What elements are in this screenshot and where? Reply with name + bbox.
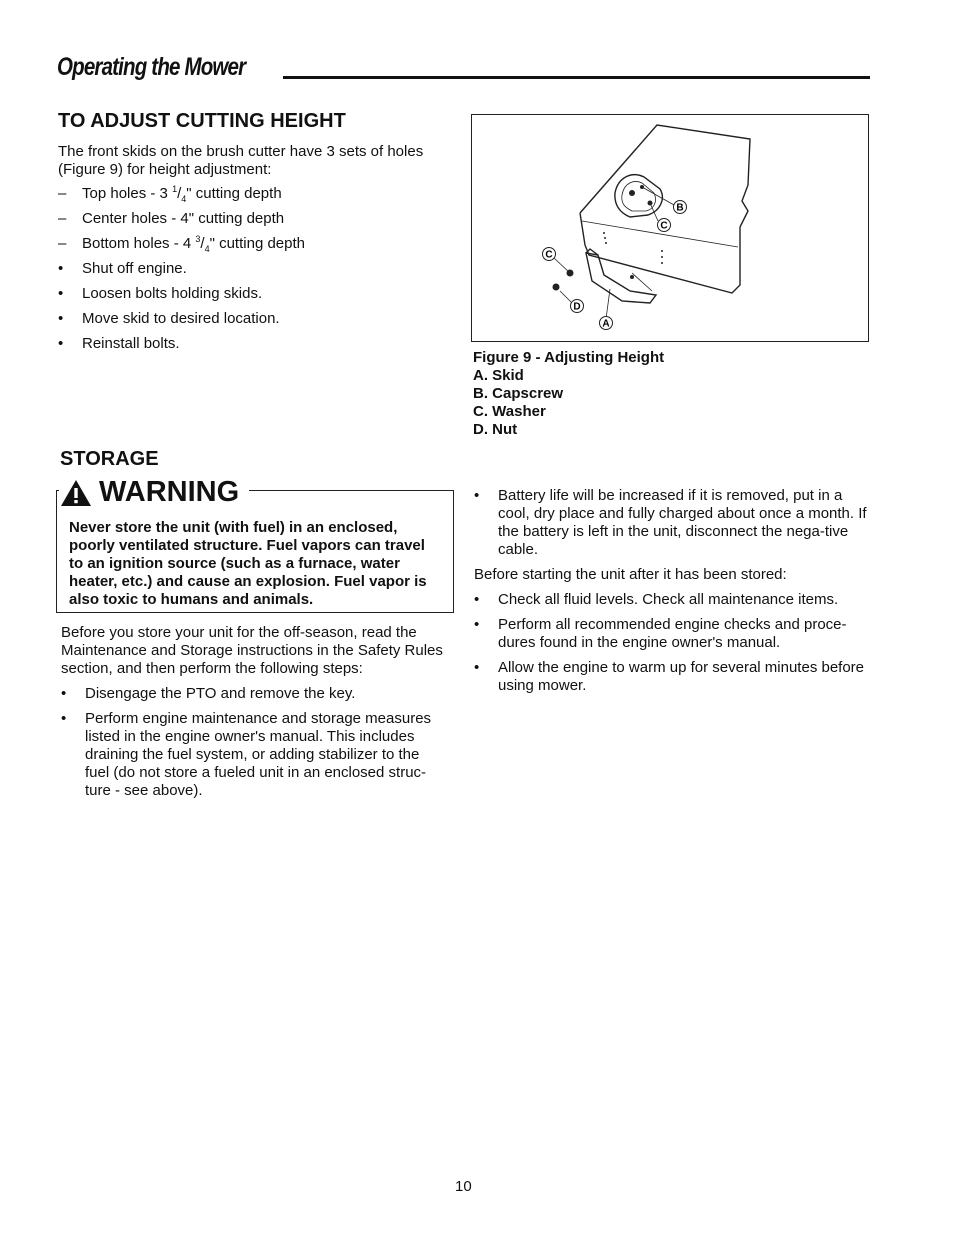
callout-d: D (573, 301, 581, 313)
page-number: 10 (455, 1178, 472, 1195)
depth-item-top: – Top holes - 3 $^1/_4$" cutting depth (58, 184, 282, 204)
warning-text: Never store the unit (with fuel) in an enclosed, poorly ventilated structure. Fuel vapors can travel to an ignition source (such as a furnace, water heater, etc.) and cause an explosion. Fuel vapor is also toxic to humans and animals. (69, 519, 427, 608)
callout-a: A (602, 318, 610, 330)
storage-intro: Before you store your unit for the off-season, read the Maintenance and Storage instructions in the Safety Rules section, and then perform the following steps: (61, 624, 443, 677)
after-storage-steps (474, 591, 872, 702)
battery-list (474, 487, 872, 566)
list-item: • Disengage the PTO and remove the key. (61, 685, 356, 702)
warning-title (59, 476, 249, 509)
list-item: • Allow the engine to warm up for several minutes before using mower. (474, 659, 865, 694)
figure-9-illustration (471, 114, 869, 342)
list-item: • Reinstall bolts. (58, 335, 180, 352)
brush-cutter-drawing (472, 115, 868, 341)
legend-item-c: C. Washer (473, 403, 546, 420)
list-item: • Check all fluid levels. Check all maintenance items. (474, 591, 839, 608)
adjust-heading: TO ADJUST CUTTING HEIGHT (58, 110, 346, 132)
warning-triangle-icon (59, 478, 93, 508)
list-item: • Loosen bolts holding skids. (58, 285, 263, 302)
callout-b: B (676, 202, 684, 214)
legend-item-d: D. Nut (473, 421, 518, 438)
page-title: Operating the Mower (57, 53, 246, 81)
depth-item-center: – Center holes - 4" cutting depth (58, 210, 285, 227)
depth-item-bottom: – Bottom holes - 4 $^3/_4$" cutting depth (58, 234, 305, 254)
legend-item-a: A. Skid (473, 367, 524, 384)
list-item: • Battery life will be increased if it is removed, put in a cool, dry place and fully charged about once a month. If the battery is left in the unit, disconnect the nega-tive cable. (474, 487, 867, 558)
adjust-intro: The front skids on the brush cutter have 3 sets of holes (Figure 9) for height adjustment: (58, 143, 424, 178)
list-item: • Perform engine maintenance and storage measures listed in the engine owner's manual. This includes draining the fuel system, or adding stabilizer to the fuel (do not store a fueled unit in an enclosed struc-ture - see above). (61, 710, 432, 799)
storage-steps (61, 685, 447, 807)
warning-label: WARNING (99, 476, 240, 508)
figure-caption: Figure 9 - Adjusting Height (473, 349, 665, 366)
callout-c-top: C (660, 220, 668, 232)
list-item: • Move skid to desired location. (58, 310, 280, 327)
legend-item-b: B. Capscrew (473, 385, 564, 402)
storage-heading: STORAGE (60, 448, 159, 470)
list-item: • Shut off engine. (58, 260, 187, 277)
before-start-text: Before starting the unit after it has been stored: (474, 566, 787, 583)
adjust-steps (58, 260, 448, 360)
callout-c-left: C (545, 249, 553, 261)
list-item: • Perform all recommended engine checks and proce-dures found in the engine owner's manual. (474, 616, 847, 651)
depth-list (58, 185, 448, 260)
title-rule (283, 76, 870, 79)
